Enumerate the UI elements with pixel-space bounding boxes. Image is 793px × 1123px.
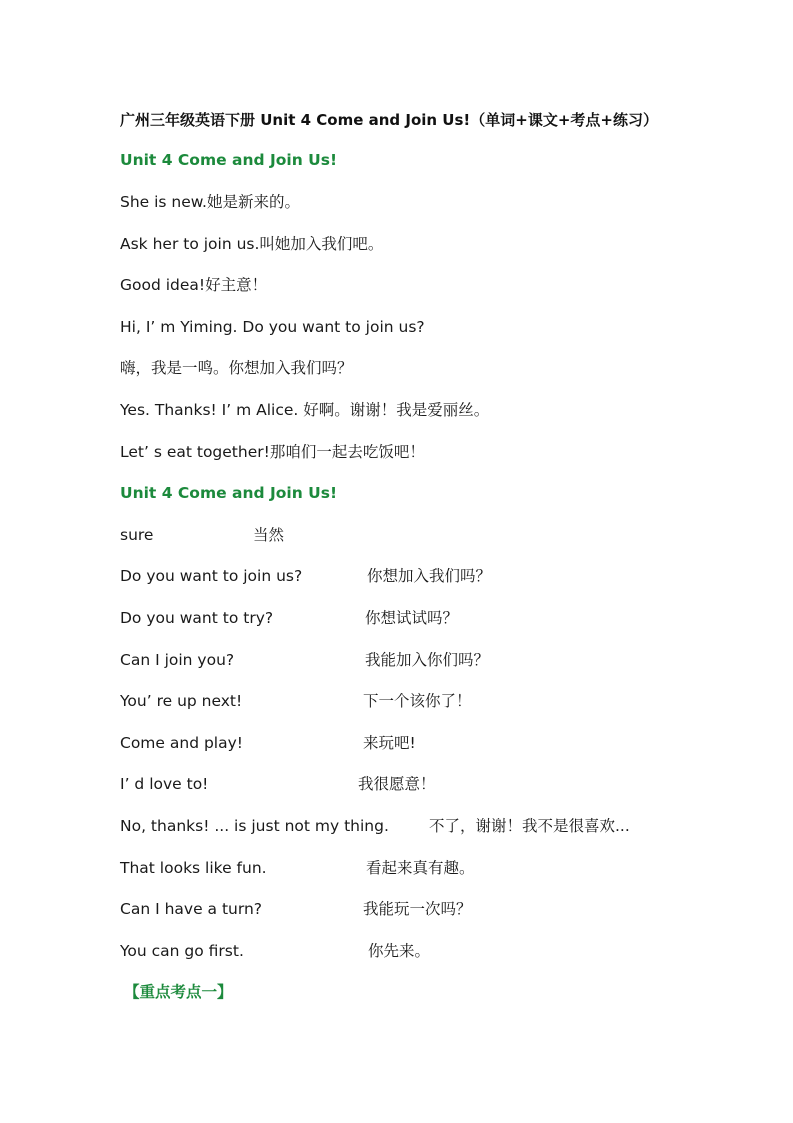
phrase-row: [120, 733, 416, 753]
phrase-row: [120, 691, 472, 711]
phrase-en: You can go first.: [120, 942, 244, 960]
phrase-zh: 我能玩一次吗？: [363, 900, 472, 918]
phrase-en: Do you want to try?: [120, 609, 274, 627]
phrase-zh: 看起来真有趣。: [366, 859, 475, 877]
dialogue-line: Good idea!好主意！: [120, 276, 268, 294]
dialogue-line: Let’ s eat together!那咱们一起去吃饭吧！: [120, 443, 425, 461]
phrase-row: [120, 525, 285, 545]
dialogue-line: She is new.她是新来的。: [120, 193, 300, 211]
phrase-zh: 不了，谢谢！我不是很喜欢...: [429, 817, 630, 835]
phrase-zh: 你想试试吗？: [365, 609, 459, 627]
phrase-row: [120, 566, 492, 586]
phrase-en: No, thanks! ... is just not my thing.: [120, 817, 389, 835]
phrase-en: Do you want to join us?: [120, 567, 303, 585]
phrase-en: That looks like fun.: [120, 859, 267, 877]
phrase-en: Can I have a turn?: [120, 900, 263, 918]
phrase-zh: 来玩吧!: [363, 734, 416, 752]
phrase-zh: 下一个该你了！: [363, 692, 472, 710]
phrase-row: [120, 816, 630, 836]
section-heading-vocab: Unit 4 Come and Join Us!: [120, 484, 338, 502]
dialogue-line: Hi, I’ m Yiming. Do you want to join us?: [120, 318, 425, 336]
phrase-en: sure: [120, 526, 154, 544]
phrase-en: You’ re up next!: [120, 692, 243, 710]
phrase-zh: 我很愿意！: [358, 775, 436, 793]
phrase-row: [120, 774, 436, 794]
phrase-zh: 当然: [253, 526, 285, 544]
phrase-row: [120, 941, 431, 961]
phrase-en: Can I join you?: [120, 651, 235, 669]
phrase-en: I’ d love to!: [120, 775, 209, 793]
phrase-zh: 你想加入我们吗？: [367, 567, 492, 585]
dialogue-line: Ask her to join us.叫她加入我们吧。: [120, 235, 384, 253]
phrase-row: [120, 650, 490, 670]
phrase-row: [120, 608, 459, 628]
phrase-en: Come and play!: [120, 734, 243, 752]
document-title: 广州三年级英语下册 Unit 4 Come and Join Us!（单词+课文+考点+练习）: [120, 111, 658, 129]
dialogue-line: Yes. Thanks! I’ m Alice. 好啊。谢谢！我是爱丽丝。: [120, 401, 490, 419]
phrase-row: [120, 899, 472, 919]
phrase-zh: 你先来。: [368, 942, 431, 960]
dialogue-line: 嗨，我是一鸣。你想加入我们吗？: [120, 359, 353, 377]
section-heading-text: Unit 4 Come and Join Us!: [120, 151, 338, 169]
key-point-heading: 【重点考点一】: [124, 983, 233, 1001]
phrase-zh: 我能加入你们吗？: [365, 651, 490, 669]
phrase-row: [120, 858, 475, 878]
